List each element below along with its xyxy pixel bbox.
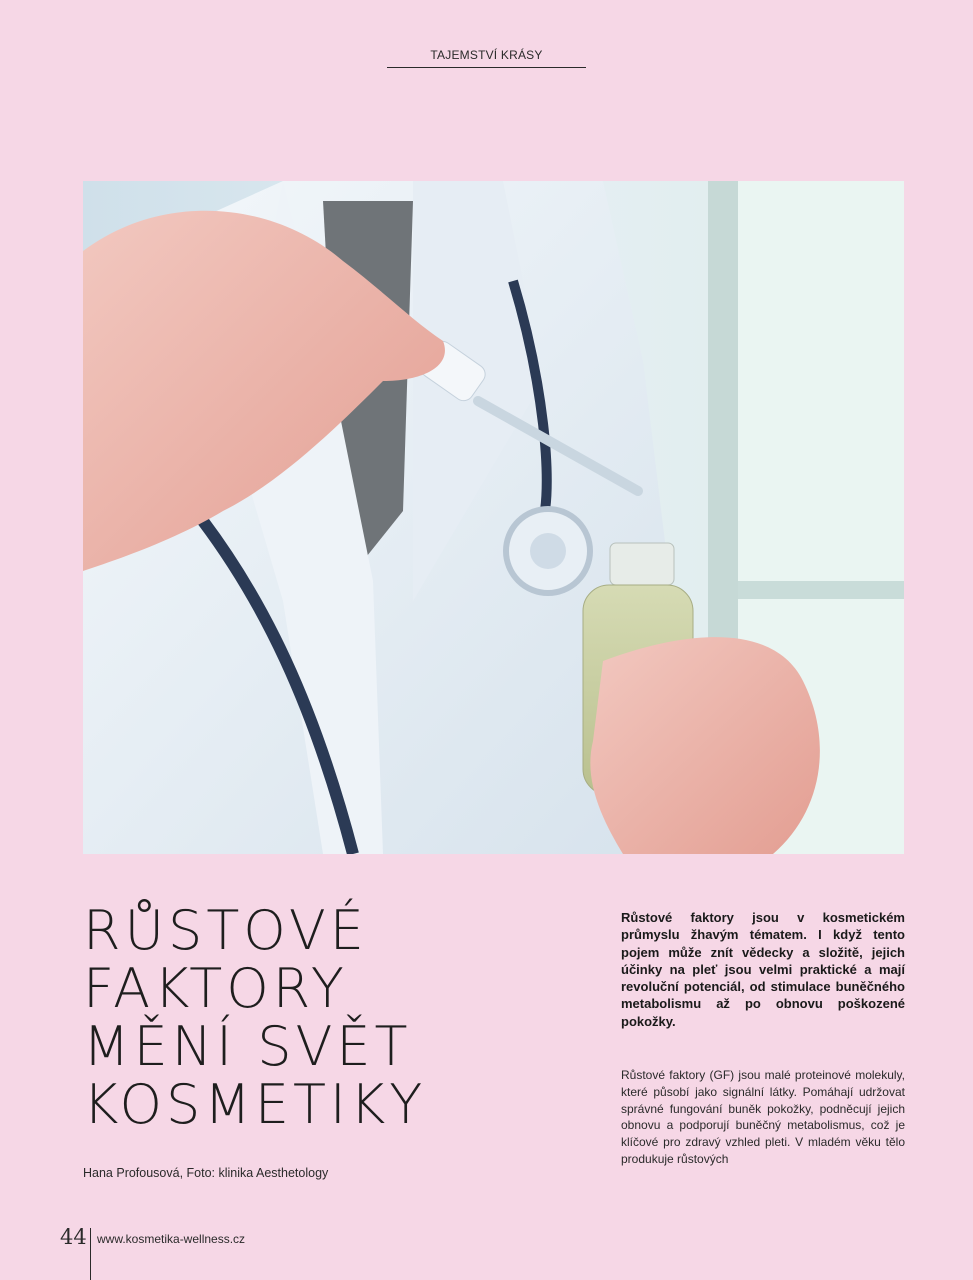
article-body: Růstové faktory (GF) jsou malé proteinové molekuly, které působí jako signální látky. Pomáhají udržovat správné fungování buněk pokožky, podněcují jejich obnovu a podporují buněčný metabolismus, což je klíčové pro zdravý vzhled pleti. V mladém věku tělo produkuje růstových — [621, 1068, 905, 1166]
section-rule — [387, 67, 586, 68]
article-lead: Růstové faktory jsou v kosmetickém průmyslu žhavým tématem. I když tento pojem může znít vědecky a složitě, jejich účinky na pleť jsou velmi praktické a mají revoluční potenciál, od stimulace buněčného metabolismu až po obnovu poškozené pokožky. — [621, 910, 905, 1029]
page-number: 44 — [60, 1225, 87, 1249]
title-line: FAKTORY — [83, 957, 348, 1020]
section-label: TAJEMSTVÍ KRÁSY — [430, 48, 543, 62]
folio-rule — [90, 1228, 91, 1280]
title-line: KOSMETIKY — [83, 1073, 427, 1136]
title-line: RŮSTOVÉ — [83, 899, 368, 962]
title-line: MĚNÍ SVĚT — [83, 1015, 412, 1078]
article-title — [83, 899, 503, 1136]
hero-photo — [83, 181, 904, 854]
article-credits: Hana Profousová, Foto: klinika Aesthetology — [83, 1166, 329, 1180]
website-link[interactable]: www.kosmetika-wellness.cz — [97, 1232, 246, 1246]
